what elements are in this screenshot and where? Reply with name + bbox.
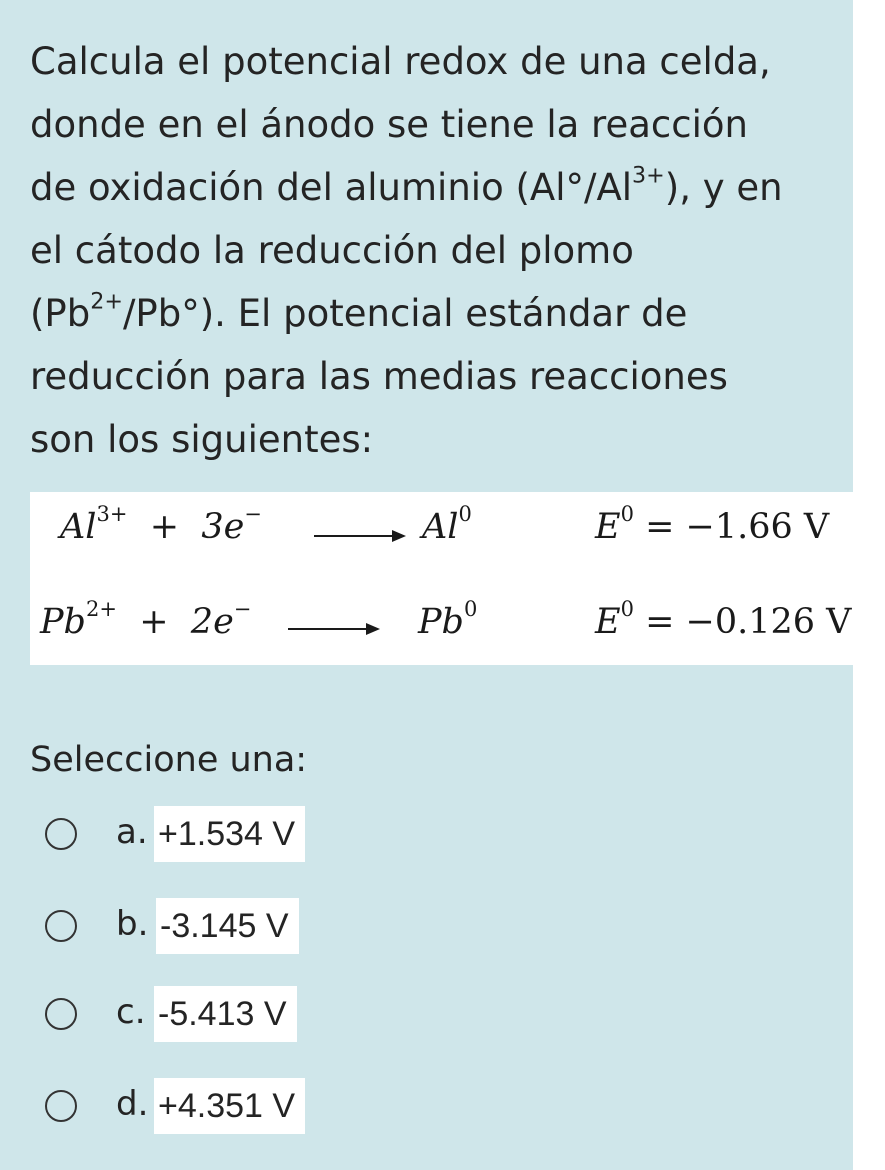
question-line-5-b: /Pb°). El potencial estándar de bbox=[122, 292, 688, 335]
equation-1-electron-charge: − bbox=[244, 502, 262, 527]
option-b[interactable] bbox=[40, 898, 360, 954]
option-d[interactable] bbox=[40, 1078, 360, 1134]
question-line-2: donde en el ánodo se tiene la reacción bbox=[30, 103, 748, 146]
option-value-b: -3.145 V bbox=[156, 898, 299, 954]
option-letter-b: b. bbox=[116, 904, 149, 944]
equation-2-electrons: 2e bbox=[190, 602, 234, 642]
equation-1-product-charge: 0 bbox=[458, 502, 472, 527]
equation-2-potential bbox=[595, 597, 852, 642]
equation-1-plus: + bbox=[149, 507, 180, 547]
equation-1-potential-sup: 0 bbox=[620, 502, 634, 527]
equation-2-product: Pb bbox=[418, 602, 464, 642]
question-line-5 bbox=[30, 282, 798, 345]
option-letter-a: a. bbox=[116, 812, 148, 852]
equation-1-reactant: Al bbox=[60, 507, 97, 547]
equation-2-product-group bbox=[418, 597, 478, 642]
option-c[interactable] bbox=[40, 986, 360, 1042]
equation-1-electrons: 3e bbox=[201, 507, 245, 547]
equation-1-product: Al bbox=[422, 507, 459, 547]
radio-button-b[interactable] bbox=[45, 910, 77, 942]
option-value-a: +1.534 V bbox=[154, 806, 305, 862]
question-line-7: son los siguientes: bbox=[30, 418, 374, 461]
equation-1-arrow-icon bbox=[314, 529, 406, 543]
equation-1-reactant-charge: 3+ bbox=[96, 502, 128, 527]
question-line-3 bbox=[30, 156, 798, 219]
equation-2-potential-value: = −0.126 V bbox=[645, 602, 852, 642]
equation-1-potential-symbol: E bbox=[595, 507, 621, 547]
question-line-5-sup: 2+ bbox=[90, 288, 123, 315]
equation-1-reactants bbox=[60, 502, 262, 547]
option-letter-d: d. bbox=[116, 1084, 149, 1124]
equation-2-potential-symbol: E bbox=[595, 602, 621, 642]
equation-2-arrow-icon bbox=[288, 622, 380, 636]
option-a[interactable] bbox=[40, 806, 360, 862]
question-line-1: Calcula el potencial redox de una celda, bbox=[30, 40, 771, 83]
question-line-3-b: ), y en bbox=[664, 166, 783, 209]
question-line-3-sup: 3+ bbox=[632, 162, 665, 189]
radio-button-c[interactable] bbox=[45, 998, 77, 1030]
equation-1-potential bbox=[595, 502, 830, 547]
question-line-6: reducción para las medias reacciones bbox=[30, 355, 728, 398]
select-label: Seleccione una: bbox=[30, 740, 308, 780]
question-line-5-a: (Pb bbox=[30, 292, 91, 335]
option-value-c: -5.413 V bbox=[154, 986, 297, 1042]
equation-2-reactant: Pb bbox=[40, 602, 86, 642]
equation-1-potential-value: = −1.66 V bbox=[645, 507, 830, 547]
radio-button-d[interactable] bbox=[45, 1090, 77, 1122]
radio-button-a[interactable] bbox=[45, 818, 77, 850]
option-letter-c: c. bbox=[116, 992, 146, 1032]
question-line-4: el cátodo la reducción del plomo bbox=[30, 229, 634, 272]
equations-box bbox=[30, 492, 885, 665]
equation-2-electron-charge: − bbox=[233, 597, 252, 622]
equation-2-reactants bbox=[40, 597, 252, 642]
equation-2-potential-sup: 0 bbox=[620, 597, 634, 622]
question-line-3-a: de oxidación del aluminio (Al°/Al bbox=[30, 166, 633, 209]
option-value-d: +4.351 V bbox=[154, 1078, 305, 1134]
equation-2-product-charge: 0 bbox=[463, 597, 478, 622]
equation-1-product-group bbox=[422, 502, 472, 547]
equation-2-reactant-charge: 2+ bbox=[85, 597, 117, 622]
question-text bbox=[30, 30, 798, 471]
equation-2-plus: + bbox=[139, 602, 169, 642]
